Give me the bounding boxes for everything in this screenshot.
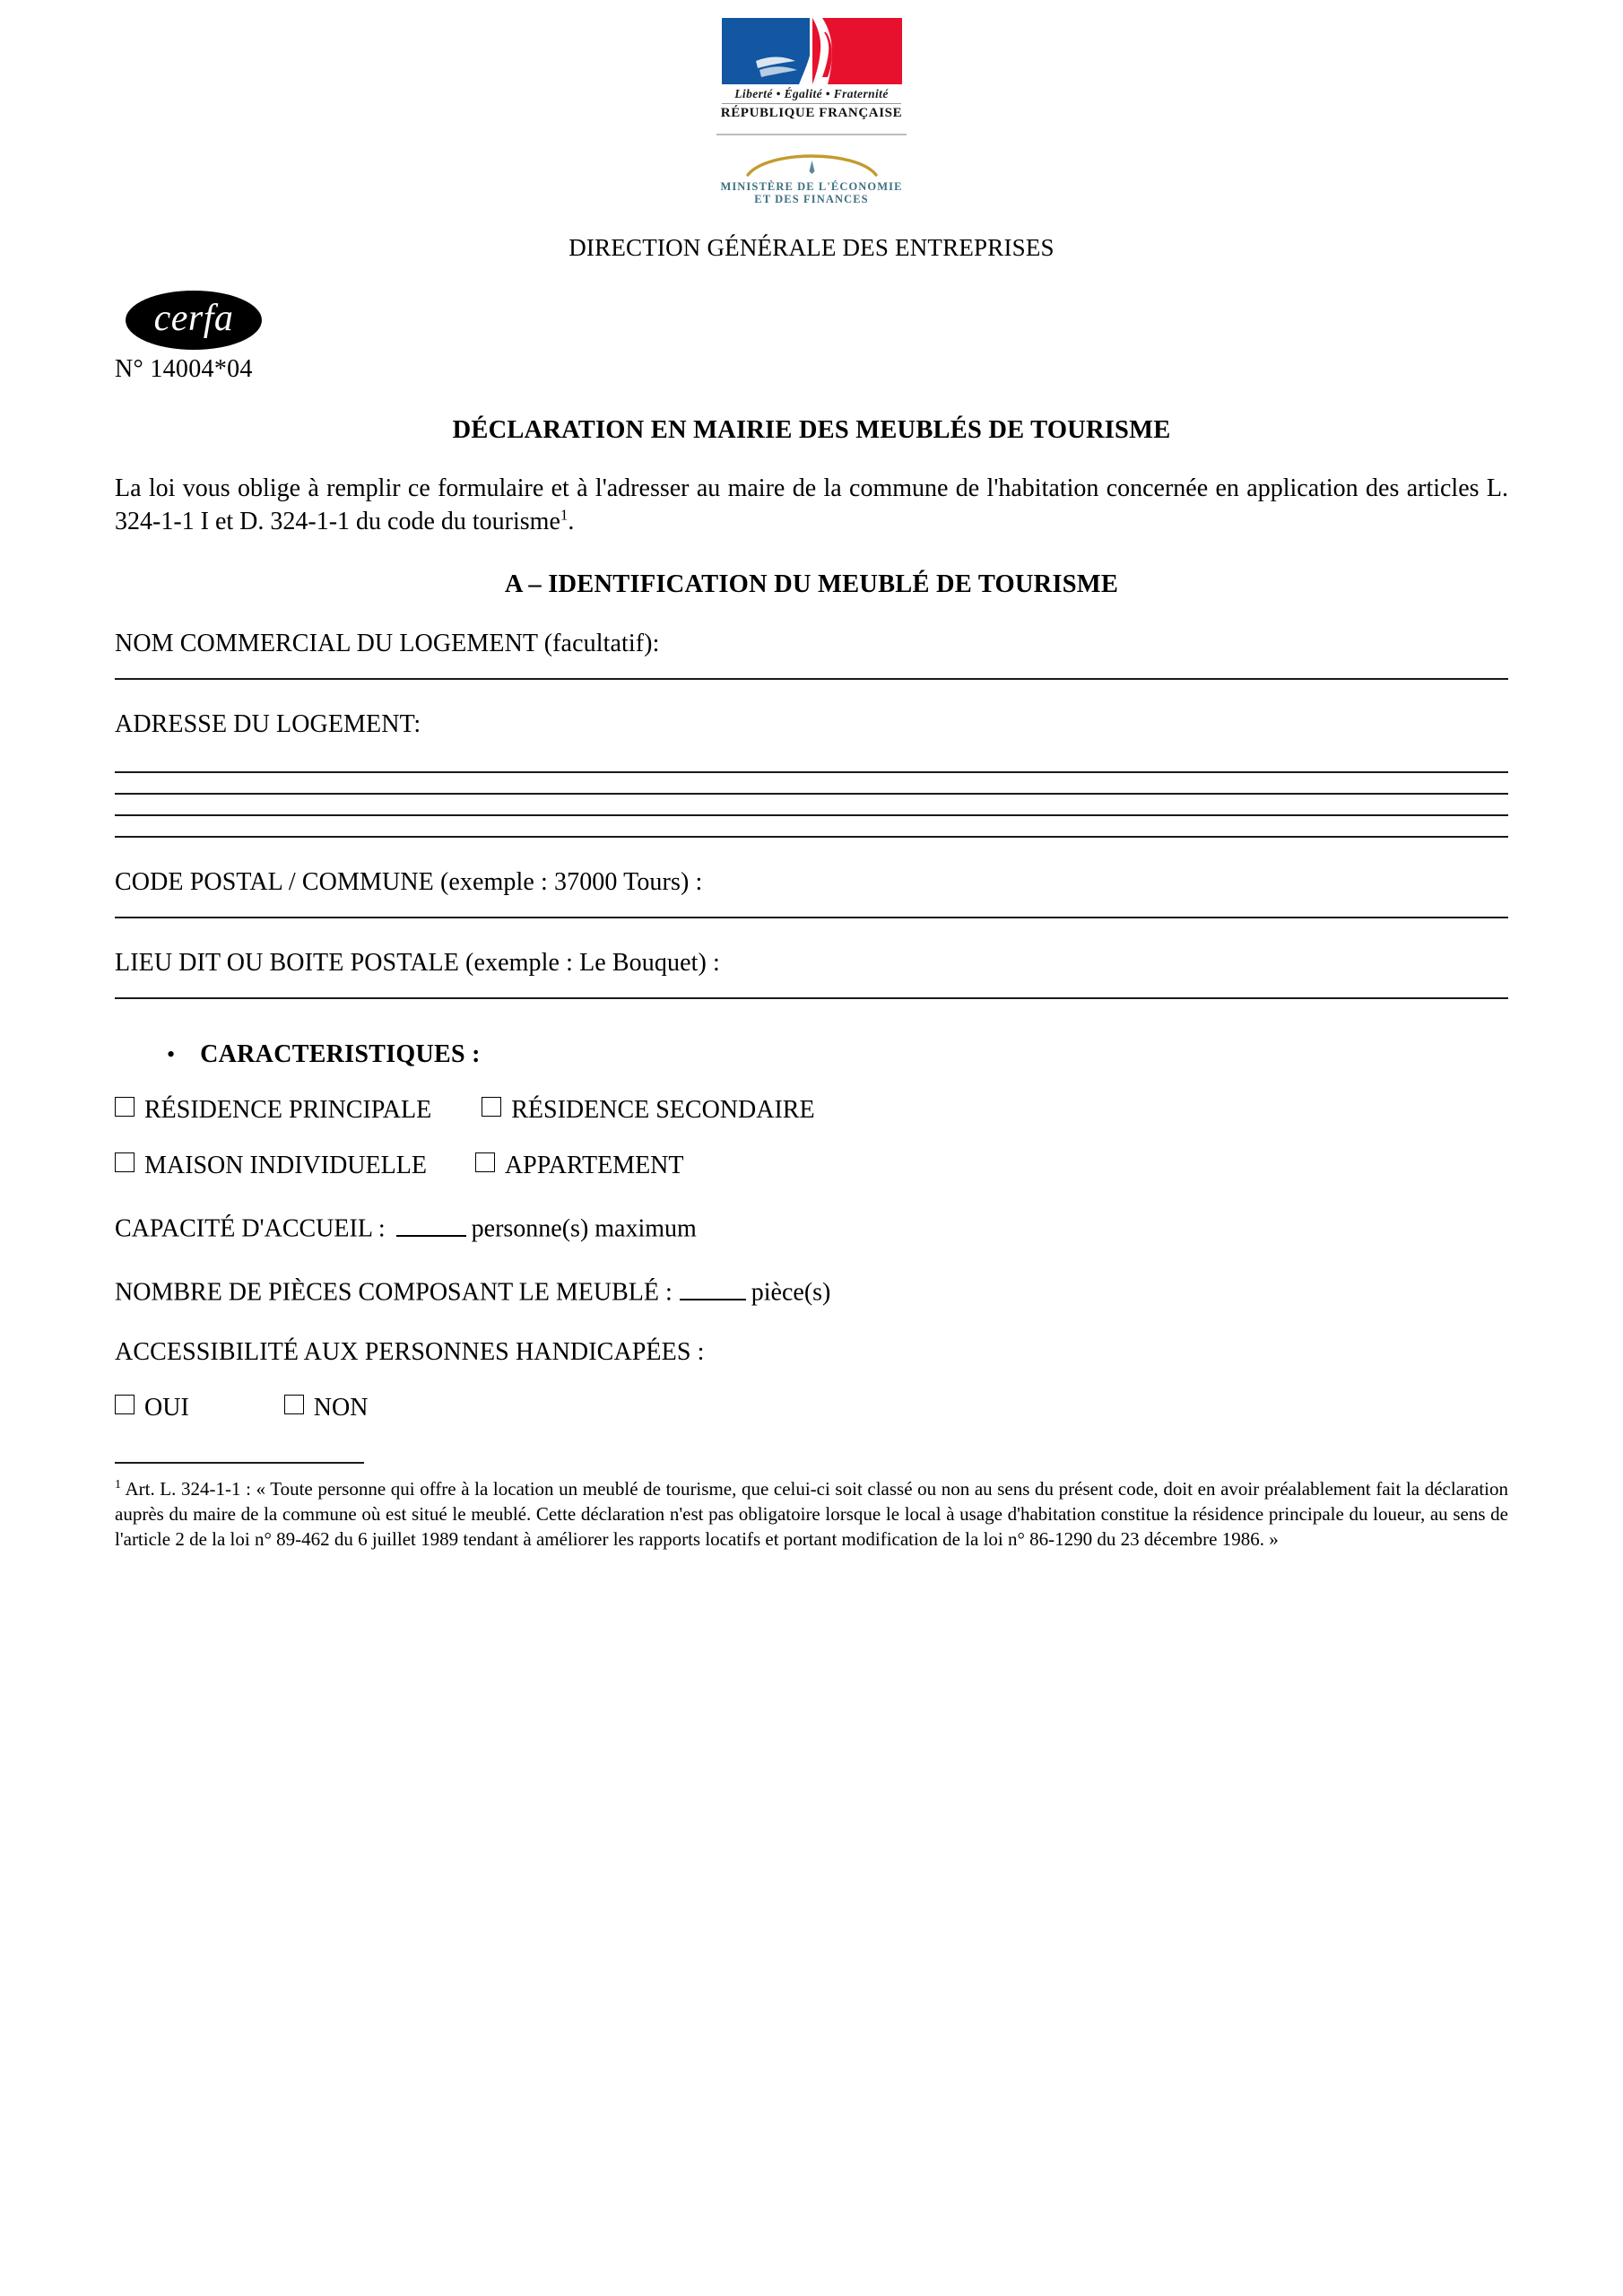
footnote-text: Art. L. 324-1-1 : « Toute personne qui offre à la location un meublé de tourisme, que celui-ci soit classé ou non au sens du présent code, doit en avoir préalablement fait la déclaration auprès du maire de la commune où est situé le meublé. Cette déclaration n'est pas obligatoire lorsque le local à usage d'habitation constitue la résidence principale du loueur, au sens de l'article 2 de la loi n° 89-462 du 6 juillet 1989 tendant à améliorer les rapports locatifs et portant modification de la loi n° 86-1290 du 23 décembre 1986. »: [115, 1477, 1508, 1550]
label-accessibilite: ACCESSIBILITÉ AUX PERSONNES HANDICAPÉES :: [115, 1337, 705, 1366]
checkbox-icon[interactable]: [115, 1395, 135, 1414]
bullet-icon: •: [167, 1041, 176, 1068]
input-capacite-accueil[interactable]: [396, 1209, 466, 1237]
label-nombre-pieces: NOMBRE DE PIÈCES COMPOSANT LE MEUBLÉ :: [115, 1278, 673, 1307]
intro-text: La loi vous oblige à remplir ce formulaire et à l'adresser au maire de la commune de l'habitation concernée en application des articles L. 324-1-1 I et D. 324-1-1 du code du tourisme: [115, 474, 1508, 536]
input-lieu-dit[interactable]: [115, 997, 1508, 999]
marianne-flag-icon: [720, 16, 904, 86]
residence-type-row: [115, 1096, 1508, 1125]
caracteristiques-heading-row: [115, 1040, 1508, 1069]
checkbox-accessibilite-non[interactable]: [284, 1394, 369, 1422]
cerfa-label: cerfa: [153, 298, 234, 339]
caracteristiques-heading: CARACTERISTIQUES :: [200, 1040, 481, 1069]
input-nom-commercial[interactable]: [115, 678, 1508, 680]
ministry-name-line-1: MINISTÈRE DE L'ÉCONOMIE: [720, 180, 903, 193]
checkbox-icon[interactable]: [475, 1152, 495, 1172]
checkbox-label: MAISON INDIVIDUELLE: [144, 1152, 427, 1180]
checkbox-accessibilite-oui[interactable]: [115, 1394, 189, 1422]
checkbox-appartement[interactable]: [475, 1152, 684, 1180]
unit-nombre-pieces: pièce(s): [751, 1278, 831, 1307]
direction-generale-line: DIRECTION GÉNÉRALE DES ENTREPRISES: [568, 234, 1055, 261]
checkbox-icon[interactable]: [115, 1152, 135, 1172]
intro-footnote-ref: 1: [560, 506, 568, 524]
ministry-arc-icon: [733, 144, 890, 180]
label-capacite-accueil: CAPACITÉ D'ACCUEIL :: [115, 1215, 386, 1244]
checkbox-label: OUI: [144, 1393, 189, 1422]
capacite-accueil-row: [115, 1209, 1508, 1244]
checkbox-residence-secondaire[interactable]: [482, 1096, 814, 1125]
input-nombre-pieces[interactable]: [680, 1273, 746, 1300]
checkbox-icon[interactable]: [284, 1395, 304, 1414]
republic-name: RÉPUBLIQUE FRANÇAISE: [720, 106, 903, 120]
republique-francaise-logo: [716, 16, 907, 121]
label-lieu-dit: LIEU DIT OU BOITE POSTALE (exemple : Le Bouquet) :: [115, 949, 720, 978]
page-title: DÉCLARATION EN MAIRIE DES MEUBLÉS DE TOURISME: [452, 416, 1171, 444]
cerfa-badge: [126, 291, 262, 350]
section-a-title: A – IDENTIFICATION DU MEUBLÉ DE TOURISME: [504, 570, 1119, 599]
input-adresse-line-4[interactable]: [115, 836, 1508, 838]
cerfa-number: N° 14004*04: [115, 355, 253, 383]
input-code-postal-commune[interactable]: [115, 917, 1508, 918]
housing-type-row: [115, 1152, 1508, 1180]
header-logos: [115, 0, 1508, 211]
checkbox-label: RÉSIDENCE SECONDAIRE: [511, 1096, 815, 1125]
checkbox-icon[interactable]: [115, 1097, 135, 1117]
footnote-marker: 1: [115, 1477, 121, 1492]
label-adresse: ADRESSE DU LOGEMENT:: [115, 710, 421, 739]
label-code-postal-commune: CODE POSTAL / COMMUNE (exemple : 37000 Tours) :: [115, 868, 703, 897]
intro-paragraph: [115, 472, 1508, 538]
checkbox-label: NON: [313, 1393, 369, 1422]
motto-divider: [722, 103, 901, 104]
intro-tail: .: [568, 508, 575, 536]
input-adresse-line-2[interactable]: [115, 793, 1508, 795]
unit-capacite-accueil: personne(s) maximum: [471, 1215, 697, 1244]
nombre-pieces-row: [115, 1273, 1508, 1308]
checkbox-label: RÉSIDENCE PRINCIPALE: [144, 1096, 432, 1125]
accessibilite-options-row: [115, 1394, 1508, 1422]
ministry-name-line-2: ET DES FINANCES: [754, 193, 869, 205]
input-adresse-line-3[interactable]: [115, 814, 1508, 816]
label-nom-commercial: NOM COMMERCIAL DU LOGEMENT (facultatif):: [115, 630, 660, 658]
cerfa-block: [115, 291, 1508, 384]
logo-divider: [716, 134, 907, 135]
checkbox-residence-principale[interactable]: [115, 1096, 431, 1125]
footnote: [115, 1476, 1508, 1552]
footnote-separator: [115, 1462, 364, 1464]
checkbox-icon[interactable]: [482, 1097, 501, 1117]
checkbox-maison-individuelle[interactable]: [115, 1152, 427, 1180]
ministry-logo: [716, 144, 907, 211]
checkbox-label: APPARTEMENT: [504, 1152, 684, 1180]
input-adresse-line-1[interactable]: [115, 771, 1508, 773]
republic-motto: Liberté • Égalité • Fraternité: [734, 87, 889, 100]
